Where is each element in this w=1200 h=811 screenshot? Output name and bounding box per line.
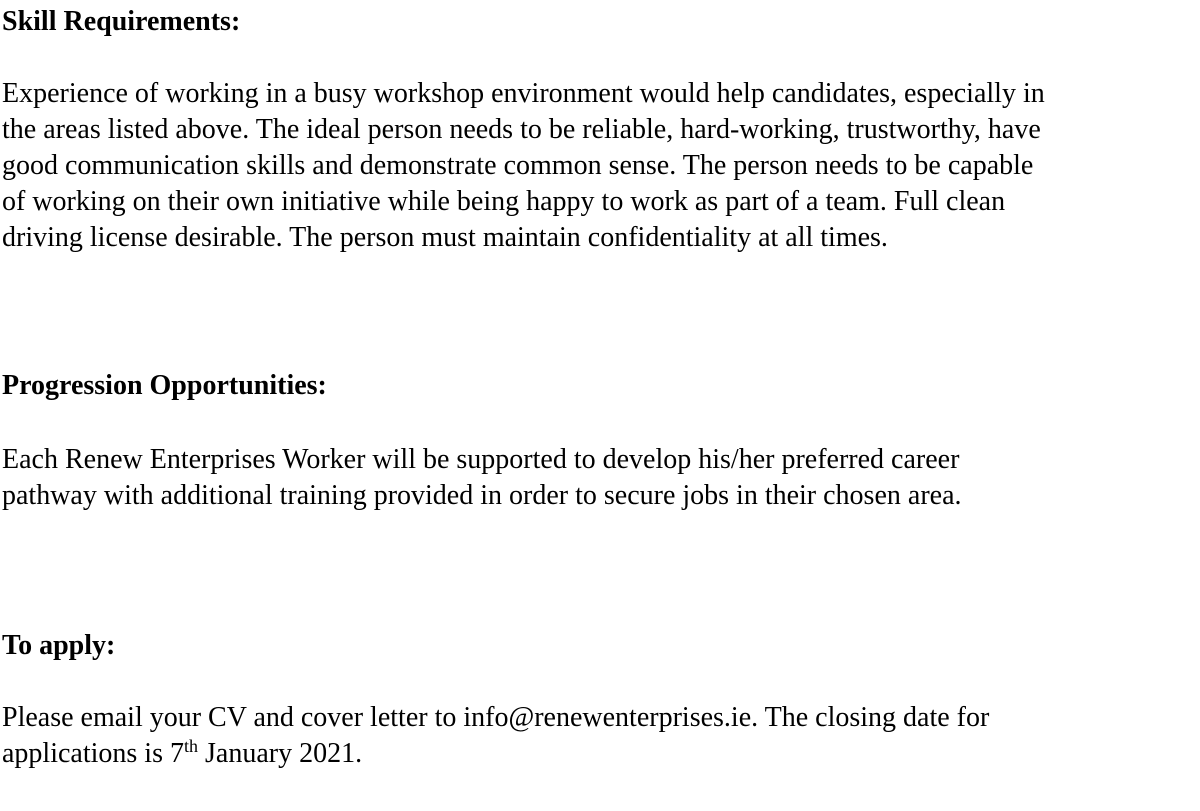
paragraph-line: Each Renew Enterprises Worker will be supported to develop his/her preferred career <box>2 444 960 475</box>
paragraph-line: pathway with additional training provided in order to secure jobs in their chosen area. <box>2 480 962 511</box>
section-heading-progression-opportunities: Progression Opportunities: <box>2 370 327 401</box>
paragraph-line: Experience of working in a busy workshop environment would help candidates, especially in <box>2 78 1045 109</box>
section-heading-skill-requirements: Skill Requirements: <box>2 6 241 37</box>
ordinal-suffix: th <box>183 736 198 756</box>
section-heading-to-apply: To apply: <box>2 630 116 661</box>
paragraph-line: good communication skills and demonstrate common sense. The person needs to be capable <box>2 150 1034 181</box>
closing-date-line <box>2 736 1198 772</box>
skill-requirements-paragraph <box>2 76 1198 256</box>
paragraph-line: driving license desirable. The person must maintain confidentiality at all times. <box>2 222 888 253</box>
apply-paragraph <box>2 700 1198 772</box>
progression-paragraph <box>2 442 1198 514</box>
paragraph-line: Please email your CV and cover letter to info@renewenterprises.ie. The closing date for <box>2 702 990 733</box>
paragraph-line: the areas listed above. The ideal person needs to be reliable, hard-working, trustworthy, have <box>2 114 1041 145</box>
closing-date-prefix: applications is 7 <box>2 738 184 769</box>
paragraph-line: of working on their own initiative while being happy to work as part of a team. Full clean <box>2 186 1006 217</box>
closing-date-suffix: January 2021. <box>198 738 363 769</box>
